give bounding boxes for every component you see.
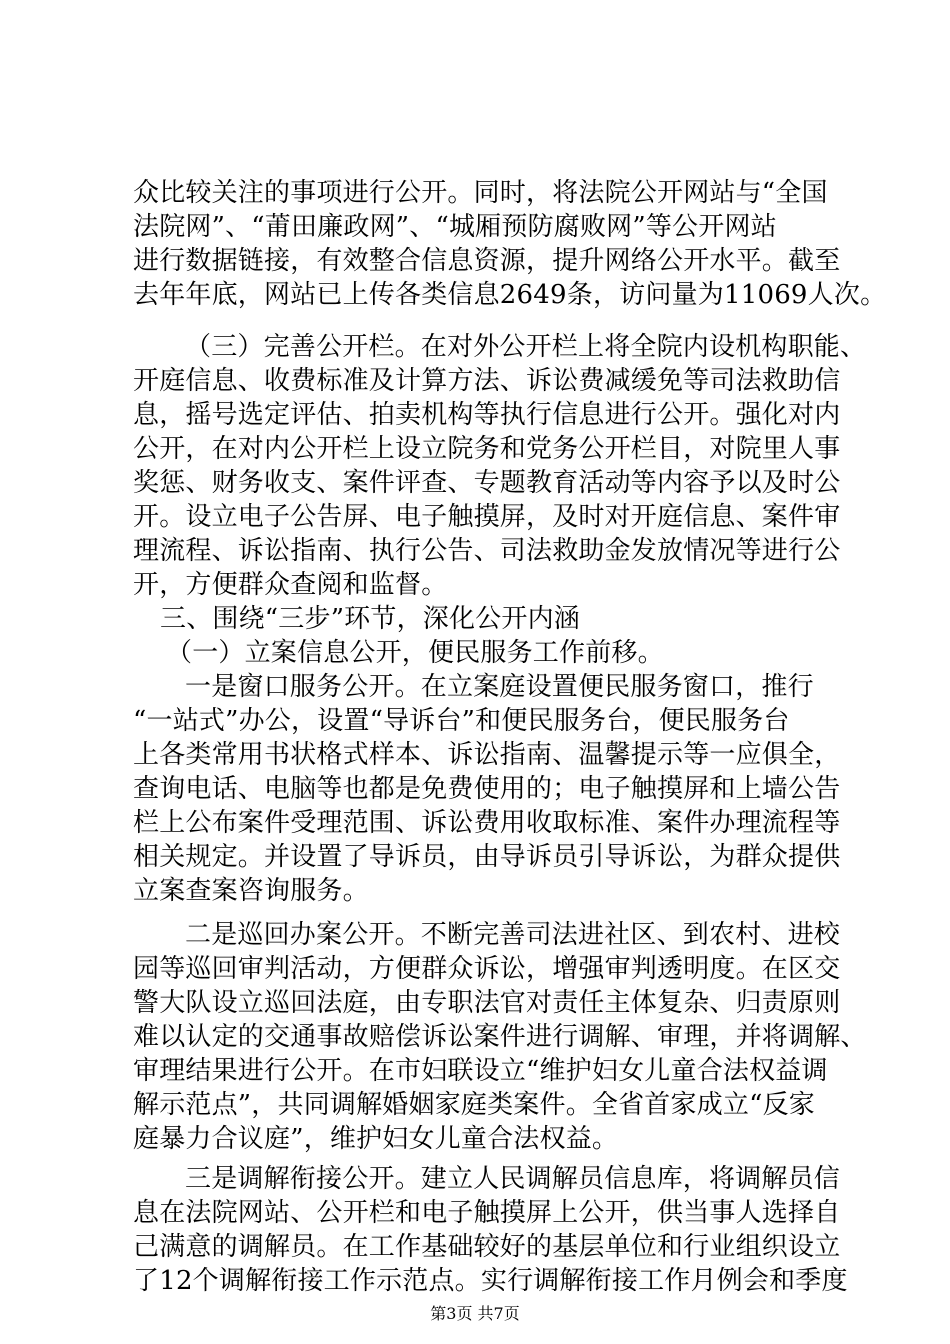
text-line: 园等巡回审判活动，方便群众诉讼，增强审判透明度。在区交 xyxy=(133,954,841,984)
text-line: 开，方便群众查阅和监督。 xyxy=(133,570,448,600)
text-line: “一站式”办公，设置“导诉台”和便民服务台，便民服务台 xyxy=(133,706,790,736)
text-line: 相关规定。并设置了导诉员，由导诉员引导诉讼，为群众提供 xyxy=(133,842,841,872)
text-line: 一是窗口服务公开。在立案庭设置便民服务窗口，推行 xyxy=(185,672,814,702)
text-line: 开。设立电子公告屏、电子触摸屏，及时对开庭信息、案件审 xyxy=(133,502,841,532)
text-line: 难以认定的交通事故赔偿诉讼案件进行调解、审理，并将调解、 xyxy=(133,1022,867,1052)
text-line: 公开，在对内公开栏上设立院务和党务公开栏目，对院里人事 xyxy=(133,434,841,464)
text-line: 去年年底，网站已上传各类信息2649条，访问量为11069人次。 xyxy=(133,280,887,310)
text-line: 进行数据链接，有效整合信息资源，提升网络公开水平。截至 xyxy=(133,246,841,276)
text-line: 解示范点”，共同调解婚姻家庭类案件。全省首家成立“反家 xyxy=(133,1090,815,1120)
text-line: 庭暴力合议庭”，维护妇女儿童合法权益。 xyxy=(133,1124,619,1154)
text-line: 法院网”、“莆田廉政网”、“城厢预防腐败网”等公开网站 xyxy=(133,212,777,242)
text-line: 了12个调解衔接工作示范点。实行调解衔接工作月例会和季度 xyxy=(133,1266,848,1296)
text-line: 栏上公布案件受理范围、诉讼费用收取标准、案件办理流程等 xyxy=(133,808,841,838)
text-line: 奖惩、财务收支、案件评查、专题教育活动等内容予以及时公 xyxy=(133,468,841,498)
text-line: 上各类常用书状格式样本、诉讼指南、温馨提示等一应俱全， xyxy=(133,740,841,770)
text-line: 息，摇号选定评估、拍卖机构等执行信息进行公开。强化对内 xyxy=(133,400,841,430)
subsection-heading: （一）立案信息公开，便民服务工作前移。 xyxy=(166,638,664,668)
page-footer: 第3页 共7页 xyxy=(430,1304,520,1323)
text-line: 立案查案咨询服务。 xyxy=(133,876,369,906)
text-line: 息在法院网站、公开栏和电子触摸屏上公开，供当事人选择自 xyxy=(133,1198,841,1228)
text-line: 众比较关注的事项进行公开。同时，将法院公开网站与“全国 xyxy=(133,178,828,208)
section-heading: 三、围绕“三步”环节，深化公开内涵 xyxy=(160,604,580,634)
text-line: 审理结果进行公开。在市妇联设立“维护妇女儿童合法权益调 xyxy=(133,1056,828,1086)
text-line: 二是巡回办案公开。不断完善司法进社区、到农村、进校 xyxy=(185,920,841,950)
text-line: 警大队设立巡回法庭，由专职法官对责任主体复杂、归责原则 xyxy=(133,988,841,1018)
text-line: 理流程、诉讼指南、执行公告、司法救助金发放情况等进行公 xyxy=(133,536,841,566)
text-line: 开庭信息、收费标准及计算方法、诉讼费减缓免等司法救助信 xyxy=(133,366,841,396)
text-line: 查询电话、电脑等也都是免费使用的；电子触摸屏和上墙公告 xyxy=(133,774,841,804)
text-line: 己满意的调解员。在工作基础较好的基层单位和行业组织设立 xyxy=(133,1232,841,1262)
text-line: （三）完善公开栏。在对外公开栏上将全院内设机构职能、 xyxy=(185,332,867,362)
text-line: 三是调解衔接公开。建立人民调解员信息库，将调解员信 xyxy=(185,1164,841,1194)
